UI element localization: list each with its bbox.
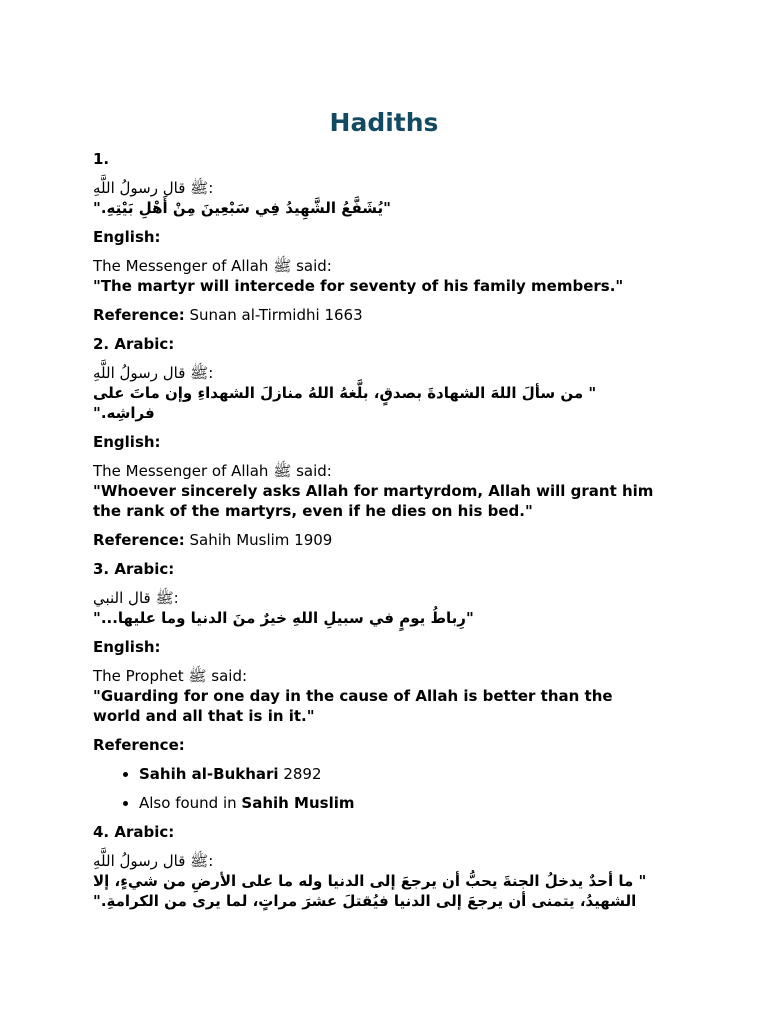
arabic-quote — [93, 608, 675, 628]
arabic-quote-line: فراشِه." — [93, 404, 155, 422]
hadith-number: 2. Arabic: — [93, 335, 175, 353]
english-quote: "Guarding for one day in the cause of Allah is better than the — [93, 687, 613, 705]
english-quote-continued: the rank of the martyrs, even if he dies on his bed." — [93, 502, 533, 520]
reference-value: Sunan al-Tirmidhi 1663 — [189, 306, 363, 324]
reference-value: Sahih Muslim 1909 — [189, 531, 333, 549]
arabic-intro — [93, 588, 675, 608]
english-intro: The Messenger of Allah ﷺ said: — [93, 462, 332, 480]
english-intro: The Messenger of Allah ﷺ said: — [93, 257, 332, 275]
arabic-intro — [93, 178, 675, 198]
arabic-quote-line: " من سألَ اللهَ الشهادةَ بصدقٍ، بلَّغهُ اللهُ منازلَ الشهداءِ وإن ماتَ على — [93, 384, 597, 402]
reference-label: Reference: — [93, 736, 185, 754]
hadith-3 — [93, 559, 675, 813]
english-quote-continued: world and all that is in it." — [93, 707, 315, 725]
source-prefix: Also found in — [139, 794, 242, 812]
arabic-intro-text: ﷺ قال رسولُ اللَّهِ: — [93, 179, 214, 197]
hadith-number: 1. — [93, 150, 110, 168]
page-title: Hadiths — [329, 108, 439, 137]
english-label: English: — [93, 433, 161, 451]
source-number: 2892 — [278, 765, 322, 783]
english-intro: The Prophet ﷺ said: — [93, 667, 248, 685]
arabic-quote-continued — [93, 403, 675, 423]
hadith-number: 3. Arabic: — [93, 560, 175, 578]
source-name: Sahih al-Bukhari — [139, 765, 279, 783]
reference-list — [93, 764, 675, 813]
arabic-quote-line: الشهيدُ، يتمنى أن يرجعَ إلى الدنيا فيُقتلَ عشرَ مراتٍ، لما يرى من الكرامةِ." — [93, 892, 637, 910]
hadith-1 — [93, 149, 675, 325]
arabic-quote — [93, 198, 675, 218]
reference-label: Reference: — [93, 306, 185, 324]
arabic-intro — [93, 363, 675, 383]
list-item — [139, 764, 675, 784]
english-quote: "Whoever sincerely asks Allah for martyrdom, Allah will grant him — [93, 482, 654, 500]
arabic-quote-line: "رِباطُ يومٍ في سبيلِ اللهِ خيرٌ منَ الدنيا وما عليها..." — [93, 609, 474, 627]
list-item — [139, 793, 675, 813]
arabic-quote-line: "يُشَفَّعُ الشَّهِيدُ فِي سَبْعِينَ مِنْ أَهْلِ بَيْتِهِ." — [93, 199, 391, 217]
reference — [93, 530, 675, 550]
source-name: Sahih Muslim — [241, 794, 355, 812]
english-label: English: — [93, 638, 161, 656]
english-label: English: — [93, 228, 161, 246]
arabic-quote — [93, 383, 675, 403]
arabic-intro-text: ﷺ قال رسولُ اللَّهِ: — [93, 364, 214, 382]
hadith-number: 4. Arabic: — [93, 823, 175, 841]
arabic-intro-text: ﷺ قال رسولُ اللَّهِ: — [93, 852, 214, 870]
arabic-intro-text: ﷺ قال النبي: — [93, 589, 179, 607]
hadith-2 — [93, 334, 675, 550]
arabic-quote — [93, 871, 675, 891]
arabic-quote-continued — [93, 891, 675, 911]
english-quote: "The martyr will intercede for seventy of his family members." — [93, 277, 624, 295]
arabic-quote-line: " ما أحدٌ يدخلُ الجنةَ يحبُّ أن يرجعَ إلى الدنيا وله ما على الأرضِ من شيءٍ، إلا — [93, 872, 647, 890]
arabic-intro — [93, 851, 675, 871]
reference-label: Reference: — [93, 531, 185, 549]
reference — [93, 305, 675, 325]
hadith-4 — [93, 822, 675, 911]
